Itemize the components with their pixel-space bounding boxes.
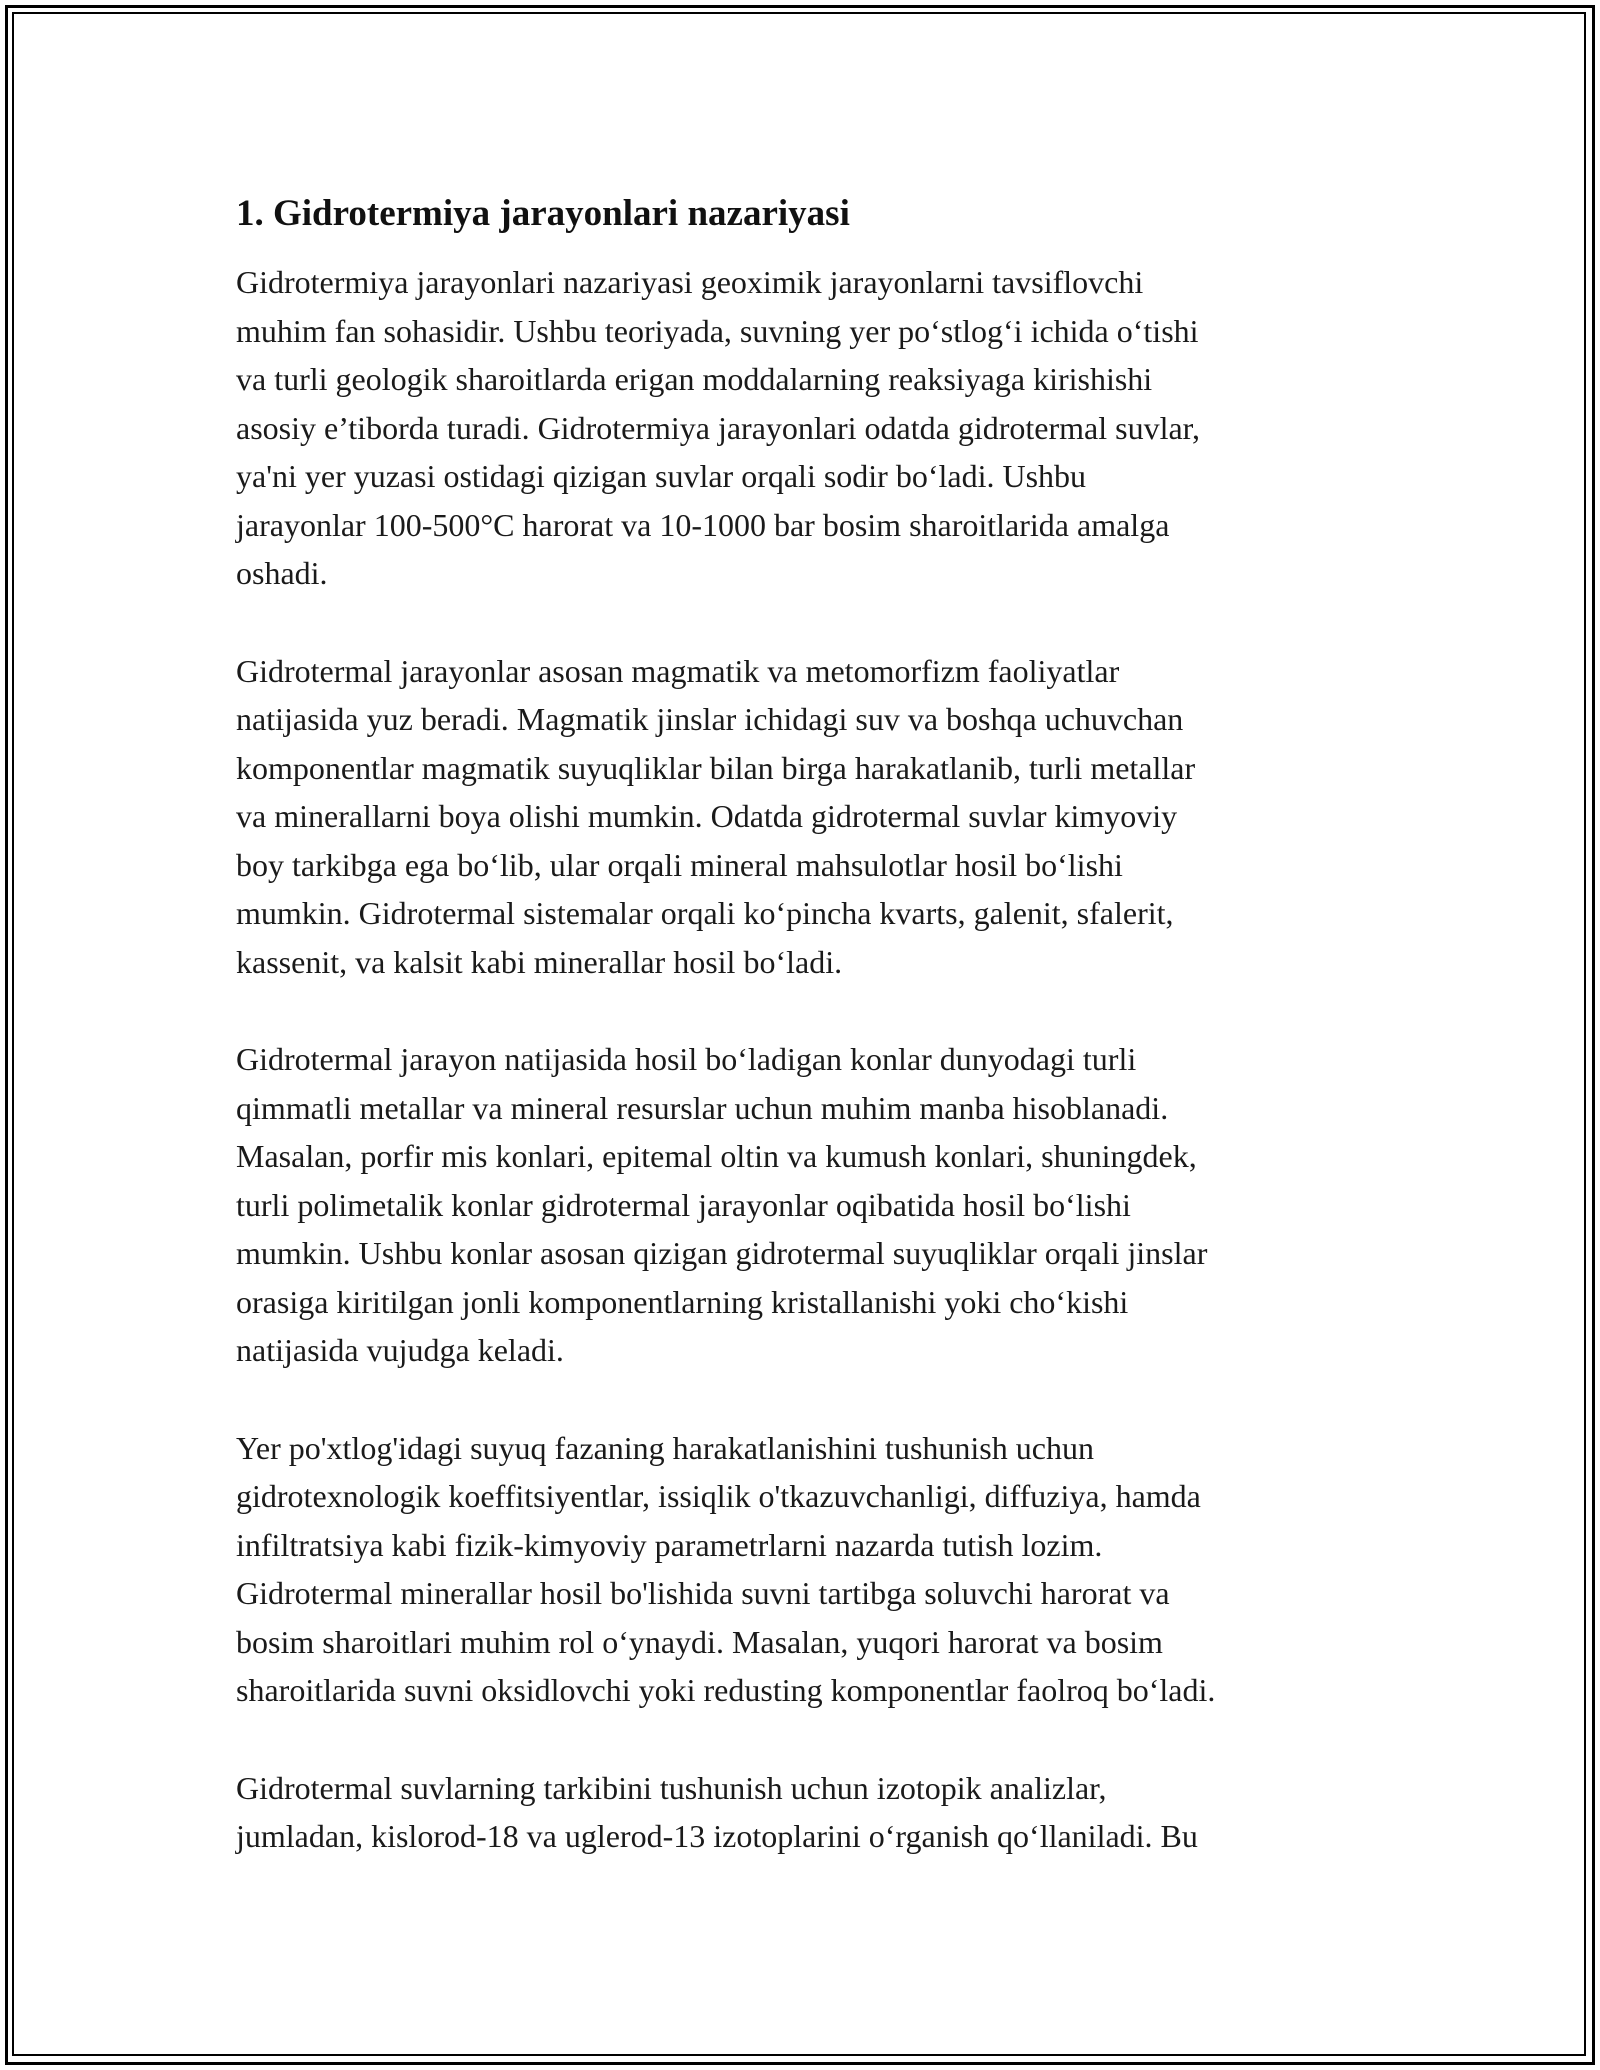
text-line: oshadi. — [236, 555, 328, 591]
text-line: sharoitlarida suvni oksidlovchi yoki redusting komponentlar faolroq bo‘ladi. — [236, 1672, 1216, 1708]
paragraph-1 — [236, 258, 1396, 598]
text-line: Gidrotermal jarayonlar asosan magmatik va metomorfizm faoliyatlar — [236, 652, 1120, 689]
document-body — [236, 186, 1396, 1910]
section-heading: 1. Gidrotermiya jarayonlari nazariyasi — [236, 193, 850, 234]
text-line: Gidrotermal jarayon natijasida hosil bo‘ladigan konlar dunyodagi turli — [236, 1041, 1137, 1077]
text-line: Gidrotermal minerallar hosil bo'lishida suvni tartibga soluvchi harorat va — [236, 1575, 1170, 1611]
text-line: Gidrotermal suvlarning tarkibini tushunish uchun izotopik analizlar, — [236, 1769, 1107, 1806]
text-line: gidrotexnologik koeffitsiyentlar, issiqlik o'tkazuvchanligi, diffuziya, hamda — [236, 1478, 1201, 1514]
text-line: bosim sharoitlari muhim rol o‘ynaydi. Masalan, yuqori harorat va bosim — [236, 1623, 1163, 1660]
text-line: kassenit, va kalsit kabi minerallar hosil bo‘ladi. — [236, 943, 843, 980]
text-line: orasiga kiritilgan jonli komponentlarning kristallanishi yoki cho‘kishi — [236, 1283, 1129, 1320]
text-line: infiltratsiya kabi fizik-kimyoviy parametrlarni nazarda tutish lozim. — [236, 1526, 1103, 1563]
text-line: va turli geologik sharoitlarda erigan moddalarning reaksiyaga kirishishi — [236, 361, 1153, 397]
paragraph-4 — [236, 1424, 1396, 1715]
text-line: qimmatli metallar va mineral resurslar uchun muhim manba hisoblanadi. — [236, 1089, 1169, 1126]
text-line: ya'ni yer yuzasi ostidagi qizigan suvlar orqali sodir bo‘ladi. Ushbu — [236, 458, 1087, 494]
text-line: muhim fan sohasidir. Ushbu teoriyada, suvning yer po‘stlog‘i ichida o‘tishi — [236, 312, 1199, 349]
paragraph-2 — [236, 647, 1396, 987]
text-line: natijasida yuz beradi. Magmatik jinslar ichidagi suv va boshqa uchuvchan — [236, 701, 1184, 737]
paragraph-5 — [236, 1764, 1396, 1861]
text-line: va minerallarni boya olishi mumkin. Odatda gidrotermal suvlar kimyoviy — [236, 798, 1178, 834]
text-line: asosiy e’tiborda turadi. Gidrotermiya jarayonlari odatda gidrotermal suvlar, — [236, 409, 1201, 446]
text-line: jumladan, kislorod-18 va uglerod-13 izotoplarini o‘rganish qo‘llaniladi. Bu — [236, 1818, 1198, 1854]
text-line: mumkin. Gidrotermal sistemalar orqali ko‘pincha kvarts, galenit, sfalerit, — [236, 895, 1174, 931]
text-line: Yer po'xtlog'idagi suyuq fazaning harakatlanishini tushunish uchun — [236, 1429, 1094, 1466]
text-line: jarayonlar 100-500°C harorat va 10-1000 bar bosim sharoitlarida amalga — [236, 506, 1170, 543]
text-line: boy tarkibga ega bo‘lib, ular orqali mineral mahsulotlar hosil bo‘lishi — [236, 846, 1123, 883]
paragraph-3 — [236, 1035, 1396, 1375]
text-line: mumkin. Ushbu konlar asosan qizigan gidrotermal suyuqliklar orqali jinslar — [236, 1235, 1208, 1271]
text-line: turli polimetalik konlar gidrotermal jarayonlar oqibatida hosil bo‘lishi — [236, 1186, 1131, 1223]
text-line: natijasida vujudga keladi. — [236, 1332, 564, 1368]
text-line: Gidrotermiya jarayonlari nazariyasi geoximik jarayonlarni tavsiflovchi — [236, 264, 1144, 300]
text-line: Masalan, porfir mis konlari, epitemal oltin va kumush konlari, shuningdek, — [236, 1138, 1197, 1174]
text-line: komponentlar magmatik suyuqliklar bilan birga harakatlanib, turli metallar — [236, 749, 1196, 786]
